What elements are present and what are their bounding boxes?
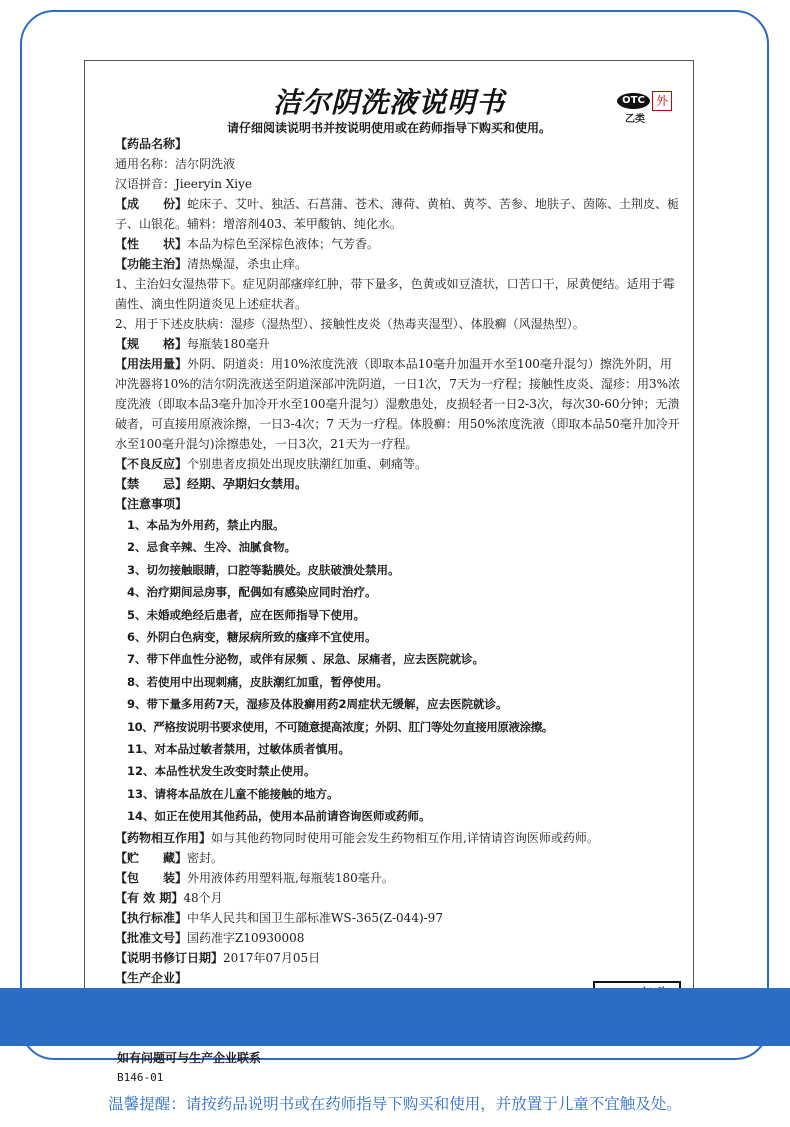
section-heading: 【执行标准】 <box>115 910 188 925</box>
footer-reminder: 温馨提醒：请按药品说明书或在药师指导下购买和使用，并放置于儿童不宜触及处。 <box>108 1095 682 1113</box>
precaution-item: 14、如正在使用其他药品，使用本品前请咨询医师或药师。 <box>127 809 431 824</box>
validity-section <box>115 888 680 908</box>
adverse-section <box>115 454 680 474</box>
section-heading: 【说明书修订日期】 <box>115 950 224 965</box>
usage-section <box>115 354 680 454</box>
otc-badge: OTC <box>617 93 650 109</box>
precaution-item: 2、忌食辛辣、生冷、油腻食物。 <box>127 540 296 555</box>
properties-section <box>115 234 680 254</box>
section-heading: 【有 效 期】 <box>115 890 184 905</box>
precaution-item: 7、带下伴血性分泌物，或伴有尿频 、尿急、尿痛者，应去医院就诊。 <box>127 652 485 667</box>
section-heading: 【性 状】 <box>115 237 188 251</box>
precaution-item: 5、未婚或绝经后患者，应在医师指导下使用。 <box>127 607 365 622</box>
section-heading: 【包 装】 <box>115 870 188 885</box>
properties-text: 本品为棕色至深棕色液体；气芳香。 <box>187 237 380 251</box>
external-use-mark: 外 <box>652 91 672 111</box>
section-heading: 【药物相互作用】 <box>115 830 212 845</box>
section-heading: 【生产企业】 <box>115 970 188 985</box>
section-heading: 【药品名称】 <box>115 137 188 151</box>
precaution-item: 1、本品为外用药，禁止内服。 <box>127 518 285 532</box>
precaution-item: 10、严格按说明书要求使用，不可随意提高浓度；外阴、肛门等处勿直接用原液涂擦。 <box>127 719 553 734</box>
indication-item: 2、用于下述皮肤病：湿疹（湿热型）、接触性皮炎（热毒夹湿型）、体股癣（风湿热型）。 <box>115 317 585 331</box>
generic-name: 通用名称：洁尔阴洗液 <box>115 157 236 171</box>
otc-mark <box>617 90 672 125</box>
precaution-item: 9、带下量多用药7天，湿疹及体股癣用药2周症状无缓解，应去医院就诊。 <box>127 697 508 712</box>
document-code: B146-01 <box>117 1070 164 1084</box>
approval-text: 国药准字Z10930008 <box>187 930 305 945</box>
package-text: 外用液体药用塑料瓶,每瓶装180毫升。 <box>187 870 394 885</box>
reading-notice: 请仔细阅读说明书并按说明使用或在药师指导下购买和使用。 <box>226 121 551 135</box>
section-heading: 【规 格】 <box>115 337 188 351</box>
ingredients-section <box>115 194 680 234</box>
document-body <box>115 134 680 1088</box>
precaution-item: 11、对本品过敏者禁用，过敏体质者慎用。 <box>127 742 351 757</box>
precaution-item: 4、治疗期间忌房事，配偶如有感染应同时治疗。 <box>127 585 377 600</box>
approval-section <box>115 928 680 948</box>
section-heading: 【成 份】 <box>115 197 188 211</box>
ingredients-text: 蛇床子、艾叶、独活、石菖蒲、苍术、薄荷、黄柏、黄芩、苦参、地肤子、茵陈、土荆皮、栀子、山银花。辅料：增溶剂403、苯甲酸钠、纯化水。 <box>115 197 680 231</box>
section-heading: 【批准文号】 <box>115 930 188 945</box>
package-section <box>115 868 680 888</box>
validity-text: 48个月 <box>183 890 223 905</box>
indications-section <box>115 254 680 274</box>
document-title: 洁尔阴洗液说明书 <box>272 86 505 119</box>
contraindications-section <box>115 474 680 494</box>
section-heading: 【不良反应】 <box>115 457 188 471</box>
footer-bar <box>0 988 790 1046</box>
interactions-text: 如与其他药物同时使用可能会发生药物相互作用,详情请咨询医师或药师。 <box>211 830 599 845</box>
storage-section <box>115 848 680 868</box>
section-heading: 【注意事项】 <box>115 497 188 511</box>
indications-text: 清热燥湿，杀虫止痒。 <box>187 257 308 271</box>
section-heading: 【禁 忌】 <box>115 477 188 491</box>
contact-note: 如有问题可与生产企业联系 <box>117 1050 262 1065</box>
interactions-section <box>115 828 680 848</box>
precaution-item: 12、本品性状发生改变时禁止使用。 <box>127 764 316 779</box>
drug-name-section <box>115 134 680 154</box>
precaution-item: 8、若使用中出现刺痛，皮肤潮红加重，暂停使用。 <box>127 674 388 689</box>
precautions-section <box>115 494 680 514</box>
contraindications-text: 经期、孕期妇女禁用。 <box>187 477 308 491</box>
revision-text: 2017年07月05日 <box>223 950 321 965</box>
section-heading: 【贮 藏】 <box>115 850 188 865</box>
storage-text: 密封。 <box>187 850 224 865</box>
precaution-item: 3、切勿接触眼睛，口腔等黏膜处。皮肤破溃处禁用。 <box>127 562 400 577</box>
section-heading: 【用法用量】 <box>115 357 188 371</box>
pinyin-name: 汉语拼音：Jieeryin Xiye <box>115 177 253 191</box>
precaution-item: 6、外阴白色病变，糖尿病所致的瘙痒不宜使用。 <box>127 630 377 645</box>
usage-text: 外阴、阴道炎：用10%浓度洗液（即取本品10毫升加温开水至100毫升混匀）擦洗外阴，用冲洗器将10%的洁尔阴洗液送至阴道深部冲洗阴道，一日1次，7天为一疗程；接触性皮炎、湿疹：用3%浓度洗液（即取本品3毫升加冷开水至100毫升混匀）湿敷患处，皮损轻者一日2-3次，每次30-60分钟；无溃破者，可直接用原液涂擦，一日3-4次；7 天为一疗程。体股癣：用50%浓度洗液（即取本品50毫升加冷开水至100毫升混匀)涂擦患处，一日3次，21天为一疗程。 <box>115 357 680 451</box>
instruction-sheet <box>84 60 694 1084</box>
precaution-item: 13、请将本品放在儿童不能接触的地方。 <box>127 786 339 801</box>
revision-section <box>115 948 680 968</box>
spec-section <box>115 334 680 354</box>
standard-text: 中华人民共和国卫生部标准WS-365(Z-044)-97 <box>187 910 443 925</box>
standard-section <box>115 908 680 928</box>
otc-class-label: 乙类 <box>625 114 645 125</box>
section-heading: 【功能主治】 <box>115 257 188 271</box>
indication-item: 1、主治妇女湿热带下。症见阴部瘙痒红肿，带下量多，色黄或如豆渣状，口苦口干，尿黄便结。适用于霉菌性、滴虫性阴道炎见上述症状者。 <box>115 277 675 311</box>
spec-text: 每瓶装180毫升 <box>187 337 270 351</box>
adverse-text: 个别患者皮损处出现皮肤潮红加重、刺痛等。 <box>187 457 428 471</box>
